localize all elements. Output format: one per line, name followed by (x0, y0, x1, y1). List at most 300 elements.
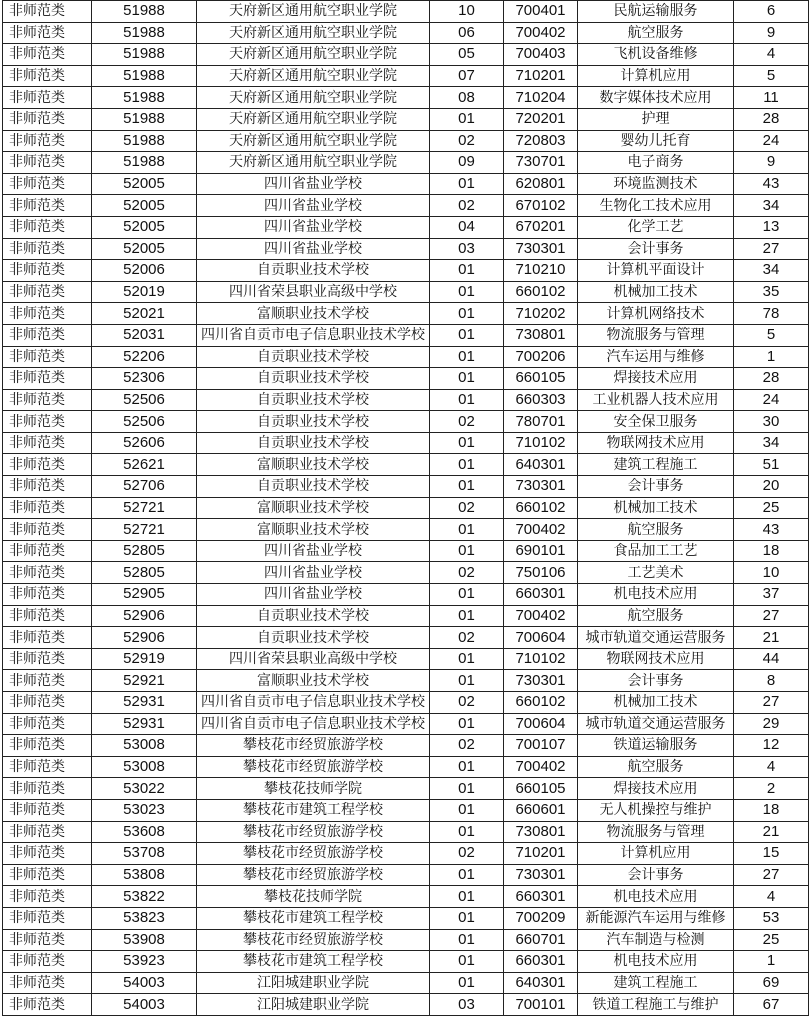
plan-count-cell: 34 (734, 260, 809, 282)
major-name-cell: 安全保卫服务 (578, 411, 734, 433)
category-cell: 非师范类 (3, 65, 92, 87)
plan-count-cell: 13 (734, 216, 809, 238)
school-code-cell: 52206 (92, 346, 197, 368)
school-code-cell: 51988 (92, 152, 197, 174)
major-name-cell: 物流服务与管理 (578, 821, 734, 843)
major-code-cell: 700402 (504, 605, 578, 627)
major-name-cell: 工业机器人技术应用 (578, 389, 734, 411)
table-row (3, 886, 809, 908)
table-row (3, 476, 809, 498)
category-cell: 非师范类 (3, 152, 92, 174)
school-name-cell: 天府新区通用航空职业学院 (197, 22, 430, 44)
category-cell: 非师范类 (3, 108, 92, 130)
major-name-cell: 机电技术应用 (578, 951, 734, 973)
school-name-cell: 四川省盐业学校 (197, 238, 430, 260)
major-code-cell: 660301 (504, 886, 578, 908)
major-name-cell: 航空服务 (578, 22, 734, 44)
major-seq-cell: 10 (430, 1, 504, 23)
major-code-cell: 670201 (504, 216, 578, 238)
plan-count-cell: 27 (734, 864, 809, 886)
major-name-cell: 航空服务 (578, 756, 734, 778)
major-seq-cell: 01 (430, 281, 504, 303)
school-name-cell: 攀枝花技师学院 (197, 886, 430, 908)
school-name-cell: 四川省荣县职业高级中学校 (197, 281, 430, 303)
table-row (3, 713, 809, 735)
major-name-cell: 机电技术应用 (578, 584, 734, 606)
school-code-cell: 52031 (92, 324, 197, 346)
school-code-cell: 52721 (92, 519, 197, 541)
category-cell: 非师范类 (3, 281, 92, 303)
school-code-cell: 52721 (92, 497, 197, 519)
plan-count-cell: 25 (734, 929, 809, 951)
plan-count-cell: 5 (734, 324, 809, 346)
major-code-cell: 710102 (504, 432, 578, 454)
school-name-cell: 四川省盐业学校 (197, 584, 430, 606)
major-seq-cell: 01 (430, 670, 504, 692)
major-name-cell: 新能源汽车运用与维修 (578, 907, 734, 929)
school-code-cell: 52919 (92, 648, 197, 670)
major-code-cell: 780701 (504, 411, 578, 433)
major-seq-cell: 01 (430, 584, 504, 606)
major-name-cell: 城市轨道交通运营服务 (578, 627, 734, 649)
category-cell: 非师范类 (3, 951, 92, 973)
table-row (3, 281, 809, 303)
school-code-cell: 53823 (92, 907, 197, 929)
major-name-cell: 护理 (578, 108, 734, 130)
table-row (3, 65, 809, 87)
major-name-cell: 环境监测技术 (578, 173, 734, 195)
major-code-cell: 730301 (504, 238, 578, 260)
category-cell: 非师范类 (3, 929, 92, 951)
major-seq-cell: 03 (430, 238, 504, 260)
table-row (3, 130, 809, 152)
major-seq-cell: 01 (430, 454, 504, 476)
school-name-cell: 攀枝花市经贸旅游学校 (197, 756, 430, 778)
school-name-cell: 四川省盐业学校 (197, 195, 430, 217)
plan-count-cell: 34 (734, 432, 809, 454)
major-seq-cell: 02 (430, 497, 504, 519)
table-row (3, 411, 809, 433)
school-code-cell: 53923 (92, 951, 197, 973)
category-cell: 非师范类 (3, 87, 92, 109)
major-code-cell: 710210 (504, 260, 578, 282)
major-code-cell: 700402 (504, 519, 578, 541)
table-row (3, 454, 809, 476)
category-cell: 非师范类 (3, 864, 92, 886)
table-row (3, 238, 809, 260)
plan-count-cell: 10 (734, 562, 809, 584)
major-name-cell: 会计事务 (578, 864, 734, 886)
school-name-cell: 天府新区通用航空职业学院 (197, 87, 430, 109)
major-name-cell: 工艺美术 (578, 562, 734, 584)
school-code-cell: 52921 (92, 670, 197, 692)
plan-count-cell: 5 (734, 65, 809, 87)
major-seq-cell: 01 (430, 324, 504, 346)
category-cell: 非师范类 (3, 540, 92, 562)
major-code-cell: 730301 (504, 670, 578, 692)
category-cell: 非师范类 (3, 648, 92, 670)
major-seq-cell: 02 (430, 195, 504, 217)
major-seq-cell: 01 (430, 648, 504, 670)
category-cell: 非师范类 (3, 346, 92, 368)
plan-count-cell: 37 (734, 584, 809, 606)
major-seq-cell: 01 (430, 432, 504, 454)
major-name-cell: 物联网技术应用 (578, 432, 734, 454)
major-code-cell: 660701 (504, 929, 578, 951)
school-code-cell: 52506 (92, 411, 197, 433)
major-seq-cell: 02 (430, 735, 504, 757)
plan-count-cell: 8 (734, 670, 809, 692)
school-code-cell: 53008 (92, 756, 197, 778)
table-row (3, 821, 809, 843)
major-name-cell: 机械加工技术 (578, 281, 734, 303)
school-name-cell: 天府新区通用航空职业学院 (197, 152, 430, 174)
plan-count-cell: 53 (734, 907, 809, 929)
school-name-cell: 自贡职业技术学校 (197, 346, 430, 368)
school-code-cell: 51988 (92, 87, 197, 109)
school-name-cell: 自贡职业技术学校 (197, 411, 430, 433)
plan-count-cell: 21 (734, 821, 809, 843)
school-name-cell: 天府新区通用航空职业学院 (197, 130, 430, 152)
category-cell: 非师范类 (3, 562, 92, 584)
plan-count-cell: 2 (734, 778, 809, 800)
major-seq-cell: 01 (430, 972, 504, 994)
table-row (3, 929, 809, 951)
school-code-cell: 52621 (92, 454, 197, 476)
category-cell: 非师范类 (3, 260, 92, 282)
category-cell: 非师范类 (3, 368, 92, 390)
major-code-cell: 700101 (504, 994, 578, 1016)
school-name-cell: 攀枝花市建筑工程学校 (197, 951, 430, 973)
school-name-cell: 天府新区通用航空职业学院 (197, 65, 430, 87)
major-name-cell: 民航运输服务 (578, 1, 734, 23)
major-seq-cell: 02 (430, 562, 504, 584)
major-name-cell: 飞机设备维修 (578, 44, 734, 66)
school-code-cell: 51988 (92, 130, 197, 152)
major-code-cell: 710204 (504, 87, 578, 109)
major-name-cell: 焊接技术应用 (578, 368, 734, 390)
major-name-cell: 汽车运用与维修 (578, 346, 734, 368)
school-code-cell: 52005 (92, 195, 197, 217)
plan-count-cell: 1 (734, 346, 809, 368)
major-code-cell: 660102 (504, 692, 578, 714)
school-name-cell: 四川省盐业学校 (197, 562, 430, 584)
table-row (3, 864, 809, 886)
plan-count-cell: 15 (734, 843, 809, 865)
school-code-cell: 52306 (92, 368, 197, 390)
major-seq-cell: 03 (430, 994, 504, 1016)
plan-count-cell: 18 (734, 799, 809, 821)
school-code-cell: 52805 (92, 540, 197, 562)
school-name-cell: 自贡职业技术学校 (197, 627, 430, 649)
major-seq-cell: 01 (430, 886, 504, 908)
major-seq-cell: 01 (430, 173, 504, 195)
major-name-cell: 食品加工工艺 (578, 540, 734, 562)
plan-count-cell: 1 (734, 951, 809, 973)
major-name-cell: 会计事务 (578, 670, 734, 692)
school-code-cell: 52606 (92, 432, 197, 454)
school-name-cell: 四川省自贡市电子信息职业技术学校 (197, 692, 430, 714)
school-name-cell: 攀枝花市经贸旅游学校 (197, 864, 430, 886)
major-name-cell: 城市轨道交通运营服务 (578, 713, 734, 735)
major-seq-cell: 02 (430, 627, 504, 649)
plan-count-cell: 27 (734, 692, 809, 714)
school-code-cell: 51988 (92, 44, 197, 66)
plan-count-cell: 9 (734, 22, 809, 44)
category-cell: 非师范类 (3, 627, 92, 649)
school-name-cell: 攀枝花市经贸旅游学校 (197, 929, 430, 951)
plan-count-cell: 27 (734, 605, 809, 627)
major-code-cell: 710201 (504, 843, 578, 865)
plan-count-cell: 78 (734, 303, 809, 325)
major-code-cell: 660102 (504, 281, 578, 303)
school-name-cell: 四川省荣县职业高级中学校 (197, 648, 430, 670)
category-cell: 非师范类 (3, 799, 92, 821)
category-cell: 非师范类 (3, 454, 92, 476)
major-code-cell: 700206 (504, 346, 578, 368)
table-row (3, 843, 809, 865)
major-name-cell: 计算机网络技术 (578, 303, 734, 325)
major-name-cell: 建筑工程施工 (578, 972, 734, 994)
category-cell: 非师范类 (3, 216, 92, 238)
school-name-cell: 富顺职业技术学校 (197, 519, 430, 541)
table-row (3, 303, 809, 325)
major-code-cell: 640301 (504, 972, 578, 994)
major-code-cell: 720803 (504, 130, 578, 152)
table-row (3, 648, 809, 670)
category-cell: 非师范类 (3, 584, 92, 606)
school-name-cell: 富顺职业技术学校 (197, 670, 430, 692)
major-seq-cell: 01 (430, 389, 504, 411)
plan-count-cell: 18 (734, 540, 809, 562)
plan-count-cell: 69 (734, 972, 809, 994)
table-row (3, 692, 809, 714)
category-cell: 非师范类 (3, 389, 92, 411)
school-code-cell: 52906 (92, 627, 197, 649)
major-seq-cell: 01 (430, 907, 504, 929)
school-name-cell: 自贡职业技术学校 (197, 260, 430, 282)
major-seq-cell: 01 (430, 713, 504, 735)
major-seq-cell: 08 (430, 87, 504, 109)
plan-count-cell: 4 (734, 886, 809, 908)
major-name-cell: 化学工艺 (578, 216, 734, 238)
school-name-cell: 四川省自贡市电子信息职业技术学校 (197, 324, 430, 346)
major-seq-cell: 01 (430, 756, 504, 778)
category-cell: 非师范类 (3, 907, 92, 929)
plan-count-cell: 9 (734, 152, 809, 174)
category-cell: 非师范类 (3, 692, 92, 714)
category-cell: 非师范类 (3, 303, 92, 325)
category-cell: 非师范类 (3, 173, 92, 195)
plan-count-cell: 11 (734, 87, 809, 109)
major-code-cell: 620801 (504, 173, 578, 195)
plan-count-cell: 28 (734, 108, 809, 130)
plan-count-cell: 25 (734, 497, 809, 519)
school-code-cell: 52706 (92, 476, 197, 498)
table-row (3, 260, 809, 282)
table-row (3, 173, 809, 195)
major-code-cell: 700107 (504, 735, 578, 757)
school-code-cell: 53908 (92, 929, 197, 951)
school-name-cell: 天府新区通用航空职业学院 (197, 108, 430, 130)
table-row (3, 519, 809, 541)
school-name-cell: 富顺职业技术学校 (197, 303, 430, 325)
category-cell: 非师范类 (3, 22, 92, 44)
school-name-cell: 四川省盐业学校 (197, 540, 430, 562)
category-cell: 非师范类 (3, 519, 92, 541)
school-name-cell: 天府新区通用航空职业学院 (197, 44, 430, 66)
major-seq-cell: 01 (430, 519, 504, 541)
major-code-cell: 730801 (504, 821, 578, 843)
major-code-cell: 710202 (504, 303, 578, 325)
school-code-cell: 52005 (92, 173, 197, 195)
major-name-cell: 婴幼儿托育 (578, 130, 734, 152)
plan-count-cell: 24 (734, 130, 809, 152)
table-row (3, 951, 809, 973)
category-cell: 非师范类 (3, 324, 92, 346)
school-code-cell: 52006 (92, 260, 197, 282)
plan-count-cell: 43 (734, 173, 809, 195)
table-row (3, 627, 809, 649)
school-name-cell: 自贡职业技术学校 (197, 605, 430, 627)
major-seq-cell: 01 (430, 778, 504, 800)
school-code-cell: 51988 (92, 1, 197, 23)
table-row (3, 799, 809, 821)
plan-count-cell: 24 (734, 389, 809, 411)
plan-count-cell: 4 (734, 44, 809, 66)
major-code-cell: 700402 (504, 756, 578, 778)
school-name-cell: 攀枝花市经贸旅游学校 (197, 843, 430, 865)
plan-count-cell: 44 (734, 648, 809, 670)
table-row (3, 195, 809, 217)
school-code-cell: 51988 (92, 65, 197, 87)
major-code-cell: 730701 (504, 152, 578, 174)
major-code-cell: 720201 (504, 108, 578, 130)
major-seq-cell: 06 (430, 22, 504, 44)
category-cell: 非师范类 (3, 130, 92, 152)
school-name-cell: 攀枝花市经贸旅游学校 (197, 821, 430, 843)
school-code-cell: 52019 (92, 281, 197, 303)
school-name-cell: 四川省盐业学校 (197, 216, 430, 238)
major-name-cell: 电子商务 (578, 152, 734, 174)
plan-count-cell: 6 (734, 1, 809, 23)
school-name-cell: 富顺职业技术学校 (197, 454, 430, 476)
school-name-cell: 攀枝花技师学院 (197, 778, 430, 800)
major-name-cell: 无人机操控与维护 (578, 799, 734, 821)
category-cell: 非师范类 (3, 605, 92, 627)
major-code-cell: 730801 (504, 324, 578, 346)
school-name-cell: 四川省盐业学校 (197, 173, 430, 195)
school-code-cell: 52021 (92, 303, 197, 325)
major-name-cell: 航空服务 (578, 519, 734, 541)
major-seq-cell: 09 (430, 152, 504, 174)
school-code-cell: 53608 (92, 821, 197, 843)
plan-count-cell: 34 (734, 195, 809, 217)
table-row (3, 562, 809, 584)
plan-count-cell: 43 (734, 519, 809, 541)
table-row (3, 756, 809, 778)
category-cell: 非师范类 (3, 843, 92, 865)
major-name-cell: 生物化工技术应用 (578, 195, 734, 217)
major-code-cell: 700401 (504, 1, 578, 23)
school-code-cell: 53808 (92, 864, 197, 886)
category-cell: 非师范类 (3, 713, 92, 735)
plan-count-cell: 35 (734, 281, 809, 303)
major-seq-cell: 05 (430, 44, 504, 66)
major-code-cell: 670102 (504, 195, 578, 217)
major-name-cell: 铁道工程施工与维护 (578, 994, 734, 1016)
major-code-cell: 700604 (504, 713, 578, 735)
school-code-cell: 53708 (92, 843, 197, 865)
major-code-cell: 700604 (504, 627, 578, 649)
category-cell: 非师范类 (3, 44, 92, 66)
major-code-cell: 660105 (504, 778, 578, 800)
category-cell: 非师范类 (3, 195, 92, 217)
category-cell: 非师范类 (3, 972, 92, 994)
major-seq-cell: 01 (430, 929, 504, 951)
school-code-cell: 53008 (92, 735, 197, 757)
school-name-cell: 攀枝花市经贸旅游学校 (197, 735, 430, 757)
plan-count-cell: 67 (734, 994, 809, 1016)
school-code-cell: 52905 (92, 584, 197, 606)
major-seq-cell: 07 (430, 65, 504, 87)
category-cell: 非师范类 (3, 778, 92, 800)
major-code-cell: 660102 (504, 497, 578, 519)
category-cell: 非师范类 (3, 886, 92, 908)
school-code-cell: 52805 (92, 562, 197, 584)
major-name-cell: 汽车制造与检测 (578, 929, 734, 951)
plan-count-cell: 28 (734, 368, 809, 390)
category-cell: 非师范类 (3, 476, 92, 498)
school-name-cell: 攀枝花市建筑工程学校 (197, 799, 430, 821)
major-seq-cell: 02 (430, 843, 504, 865)
school-name-cell: 富顺职业技术学校 (197, 497, 430, 519)
table-row (3, 1, 809, 23)
plan-count-cell: 27 (734, 238, 809, 260)
school-code-cell: 53022 (92, 778, 197, 800)
school-name-cell: 江阳城建职业学院 (197, 994, 430, 1016)
table-row (3, 389, 809, 411)
table-row (3, 907, 809, 929)
table-row (3, 152, 809, 174)
major-seq-cell: 01 (430, 540, 504, 562)
school-code-cell: 54003 (92, 972, 197, 994)
table-row (3, 497, 809, 519)
major-name-cell: 焊接技术应用 (578, 778, 734, 800)
category-cell: 非师范类 (3, 821, 92, 843)
major-seq-cell: 01 (430, 368, 504, 390)
major-code-cell: 730301 (504, 476, 578, 498)
school-name-cell: 四川省自贡市电子信息职业技术学校 (197, 713, 430, 735)
major-name-cell: 机电技术应用 (578, 886, 734, 908)
school-code-cell: 52931 (92, 713, 197, 735)
table-row (3, 216, 809, 238)
major-code-cell: 710201 (504, 65, 578, 87)
major-seq-cell: 01 (430, 799, 504, 821)
major-code-cell: 690101 (504, 540, 578, 562)
plan-count-cell: 30 (734, 411, 809, 433)
major-code-cell: 660105 (504, 368, 578, 390)
major-seq-cell: 01 (430, 821, 504, 843)
major-code-cell: 750106 (504, 562, 578, 584)
plan-count-cell: 20 (734, 476, 809, 498)
plan-count-cell: 4 (734, 756, 809, 778)
major-name-cell: 会计事务 (578, 476, 734, 498)
table-row (3, 735, 809, 757)
major-name-cell: 物流服务与管理 (578, 324, 734, 346)
school-code-cell: 52931 (92, 692, 197, 714)
school-code-cell: 52005 (92, 216, 197, 238)
